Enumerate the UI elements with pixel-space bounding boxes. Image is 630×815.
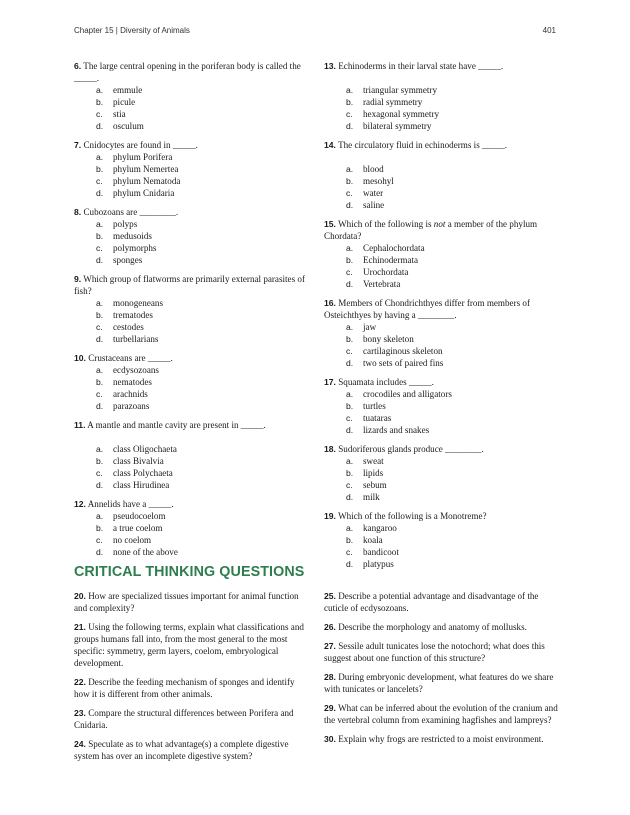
answer-option: b. nematodes xyxy=(96,377,152,387)
answer-option: c. hexagonal symmetry xyxy=(346,109,440,119)
critical-thinking-left-column xyxy=(74,590,312,769)
answer-option: a. ecdysozoans xyxy=(96,365,159,375)
answer-options xyxy=(74,84,312,132)
answer-option: c. tuataras xyxy=(346,413,392,423)
answer-options xyxy=(324,388,562,436)
answer-option: c. no coelom xyxy=(96,535,152,545)
question-7 xyxy=(74,139,312,199)
answer-option: b. lipids xyxy=(346,468,384,478)
answer-option: a. polyps xyxy=(96,219,138,229)
answer-option: c. cestodes xyxy=(96,322,144,332)
answer-option: c. phylum Nematoda xyxy=(96,176,181,186)
critical-question: 21. Using the following terms, explain what classifications and groups humans fall into, from the most general to the most specific: symmetry, germ layers, coelom, embryological development. xyxy=(74,622,304,668)
critical-thinking-right-column xyxy=(324,590,562,752)
question-number: 18. xyxy=(324,444,336,454)
question-number: 16. xyxy=(324,298,336,308)
answer-option: d. platypus xyxy=(346,559,394,569)
answer-option: b. Echinodermata xyxy=(346,255,419,265)
question-number: 17. xyxy=(324,377,336,387)
answer-options xyxy=(324,522,562,570)
answer-option: d. sponges xyxy=(96,255,143,265)
critical-question: 23. Compare the structural differences between Porifera and Cnidaria. xyxy=(74,708,294,730)
answer-option: b. class Bivalvia xyxy=(96,456,164,466)
answer-option: c. cartilaginous skeleton xyxy=(346,346,443,356)
critical-question: 20. How are specialized tissues important for animal function and complexity? xyxy=(74,591,299,613)
question-14 xyxy=(324,139,562,211)
question-number: 11. xyxy=(74,420,86,430)
question-text: Crustaceans are _____. xyxy=(88,353,173,363)
answer-option: b. trematodes xyxy=(96,310,153,320)
question-number: 10. xyxy=(74,353,86,363)
answer-option: b. phylum Nemertea xyxy=(96,164,179,174)
question-number: 9. xyxy=(74,274,82,284)
answer-option: c. polymorphs xyxy=(96,243,157,253)
answer-options xyxy=(74,218,312,266)
question-text: Squamata includes _____. xyxy=(338,377,434,387)
question-number: 12. xyxy=(74,499,86,509)
answer-option: a. triangular symmetry xyxy=(346,85,437,95)
question-text: Which of the following is a Monotreme? xyxy=(338,511,487,521)
question-text: Which group of flatworms are primarily external parasites of fish? xyxy=(74,274,305,296)
answer-options xyxy=(74,297,312,345)
question-text: The large central opening in the poriferan body is called the _____. xyxy=(74,61,301,83)
questions-right-column xyxy=(324,60,562,577)
answer-option: a. kangaroo xyxy=(346,523,397,533)
answer-option: b. turtles xyxy=(346,401,386,411)
answer-options xyxy=(324,242,562,290)
answer-option: b. bony skeleton xyxy=(346,334,414,344)
answer-options xyxy=(74,443,312,491)
questions-left-column xyxy=(74,60,312,565)
answer-option: c. Urochordata xyxy=(346,267,409,277)
answer-option: d. lizards and snakes xyxy=(346,425,430,435)
question-text: Echinoderms in their larval state have _____. xyxy=(338,61,504,71)
answer-option: b. medusoids xyxy=(96,231,152,241)
question-text: Members of Chondrichthyes differ from members of Osteichthyes by having a ________. xyxy=(324,298,530,320)
answer-options xyxy=(324,455,562,503)
running-header xyxy=(74,26,556,35)
question-number: 19. xyxy=(324,511,336,521)
chapter-title: Chapter 15 | Diversity of Animals xyxy=(74,26,190,35)
answer-option: b. koala xyxy=(346,535,383,545)
answer-option: a. crocodiles and alligators xyxy=(346,389,452,399)
answer-option: a. emmule xyxy=(96,85,143,95)
question-text: Sudoriferous glands produce ________. xyxy=(338,444,484,454)
question-17 xyxy=(324,376,562,436)
critical-question: 29. What can be inferred about the evolution of the cranium and the vertebral column from examining hagfishes and lampreys? xyxy=(324,703,558,725)
question-text: A mantle and mantle cavity are present in _____. xyxy=(87,420,266,430)
critical-question: 26. Describe the morphology and anatomy of mollusks. xyxy=(324,622,527,632)
critical-thinking-heading: CRITICAL THINKING QUESTIONS xyxy=(74,564,305,580)
answer-option: d. osculum xyxy=(96,121,144,131)
answer-option: d. class Hirudinea xyxy=(96,480,170,490)
answer-option: c. sebum xyxy=(346,480,387,490)
question-6 xyxy=(74,60,312,132)
question-number: 13. xyxy=(324,61,336,71)
answer-options xyxy=(74,364,312,412)
answer-option: b. mesohyl xyxy=(346,176,394,186)
answer-option: a. Cephalochordata xyxy=(346,243,425,253)
question-8 xyxy=(74,206,312,266)
answer-option: a. class Oligochaeta xyxy=(96,444,177,454)
answer-option: d. none of the above xyxy=(96,547,178,557)
answer-option: d. two sets of paired fins xyxy=(346,358,444,368)
question-text: Annelids have a _____. xyxy=(87,499,174,509)
answer-option: b. picule xyxy=(96,97,136,107)
question-10 xyxy=(74,352,312,412)
answer-option: a. pseudocoelom xyxy=(96,511,166,521)
question-12 xyxy=(74,498,312,558)
answer-options xyxy=(324,321,562,369)
question-18 xyxy=(324,443,562,503)
answer-option: d. bilateral symmetry xyxy=(346,121,432,131)
answer-option: d. turbellarians xyxy=(96,334,159,344)
answer-option: d. parazoans xyxy=(96,401,150,411)
answer-option: a. jaw xyxy=(346,322,377,332)
critical-question: 24. Speculate as to what advantage(s) a complete digestive system has over an incomplete digestive system? xyxy=(74,739,289,761)
critical-question: 25. Describe a potential advantage and disadvantage of the cuticle of ecdysozoans. xyxy=(324,591,539,613)
answer-option: c. water xyxy=(346,188,384,198)
answer-option: d. phylum Cnidaria xyxy=(96,188,175,198)
answer-option: a. sweat xyxy=(346,456,384,466)
critical-question: 30. Explain why frogs are restricted to a moist environment. xyxy=(324,734,544,744)
question-number: 14. xyxy=(324,140,336,150)
answer-option: c. bandicoot xyxy=(346,547,399,557)
question-text: The circulatory fluid in echinoderms is _____. xyxy=(338,140,508,150)
answer-option: d. Vertebrata xyxy=(346,279,401,289)
page-number: 401 xyxy=(542,26,556,35)
critical-question: 27. Sessile adult tunicates lose the notochord; what does this suggest about one function of this structure? xyxy=(324,641,545,663)
question-number: 7. xyxy=(74,140,82,150)
question-11 xyxy=(74,419,312,491)
answer-option: d. saline xyxy=(346,200,385,210)
question-text: Cnidocytes are found in _____. xyxy=(83,140,198,150)
answer-options xyxy=(74,510,312,558)
answer-option: a. monogeneans xyxy=(96,298,164,308)
question-text: Cubozoans are ________. xyxy=(83,207,179,217)
answer-options xyxy=(324,163,562,211)
question-19 xyxy=(324,510,562,570)
answer-options xyxy=(74,151,312,199)
answer-option: d. milk xyxy=(346,492,380,502)
question-15: 15. Which of the following is not a member of the phylum Chordata? a. Cephalochordata b. Echinodermata c. Urochordata d. Vertebrata xyxy=(324,218,562,290)
question-number: 15. xyxy=(324,219,336,229)
critical-question: 22. Describe the feeding mechanism of sponges and identify how it is different from other animals. xyxy=(74,677,295,699)
critical-question: 28. During embryonic development, what features do we share with tunicates or lancelets? xyxy=(324,672,554,694)
question-number: 6. xyxy=(74,61,82,71)
answer-option: c. class Polychaeta xyxy=(96,468,173,478)
answer-option: c. stia xyxy=(96,109,126,119)
question-16 xyxy=(324,297,562,369)
answer-option: b. a true coelom xyxy=(96,523,163,533)
answer-option: c. arachnids xyxy=(96,389,148,399)
question-13 xyxy=(324,60,562,132)
answer-options xyxy=(324,84,562,132)
question-9 xyxy=(74,273,312,345)
answer-option: a. phylum Porifera xyxy=(96,152,173,162)
question-number: 8. xyxy=(74,207,82,217)
answer-option: b. radial symmetry xyxy=(346,97,423,107)
answer-option: a. blood xyxy=(346,164,384,174)
